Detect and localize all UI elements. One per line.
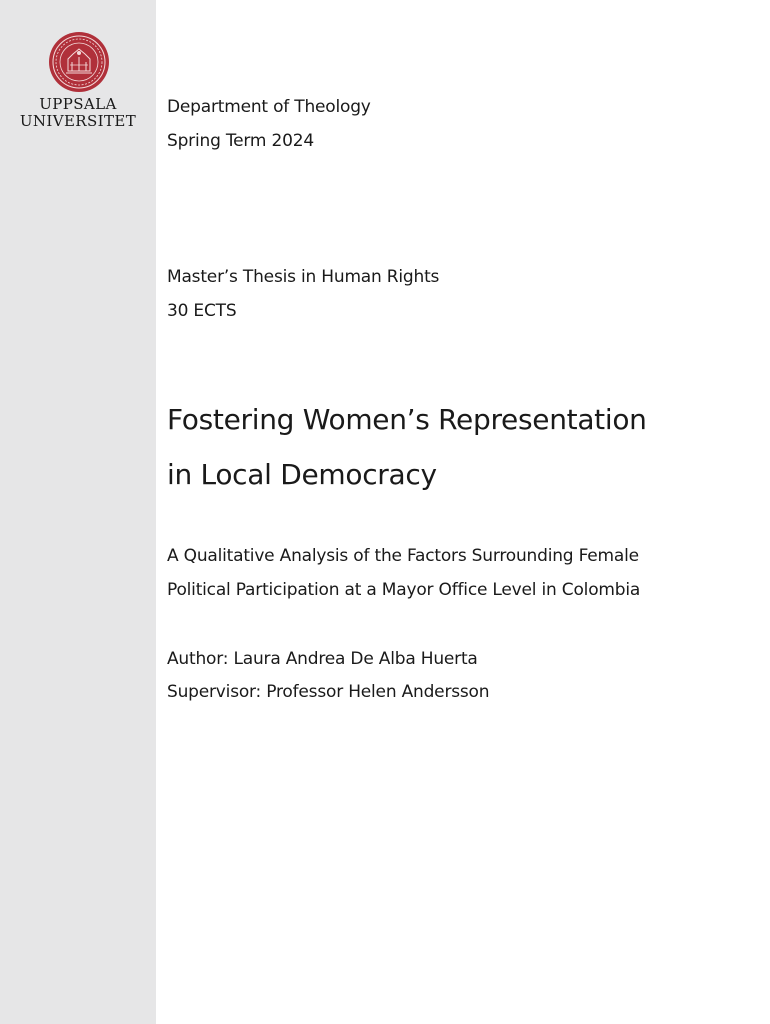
department: Department of Theology bbox=[167, 97, 371, 117]
thesis-type: Master’s Thesis in Human Rights bbox=[167, 267, 440, 287]
university-logo-text bbox=[0, 96, 156, 130]
logo-line-1: UPPSALA bbox=[39, 95, 117, 113]
sidebar bbox=[0, 0, 156, 1024]
subtitle-line-2: Political Participation at a Mayor Office Level in Colombia bbox=[167, 580, 641, 600]
logo-line-2: UNIVERSITET bbox=[19, 112, 137, 130]
title-line-2: in Local Democracy bbox=[167, 458, 437, 491]
term: Spring Term 2024 bbox=[167, 131, 314, 151]
university-seal-icon bbox=[48, 31, 110, 93]
thesis-credits: 30 ECTS bbox=[167, 301, 237, 321]
supervisor: Supervisor: Professor Helen Andersson bbox=[167, 682, 490, 702]
subtitle-line-1: A Qualitative Analysis of the Factors Surrounding Female bbox=[167, 546, 639, 566]
author: Author: Laura Andrea De Alba Huerta bbox=[167, 649, 478, 669]
title-line-1: Fostering Women’s Representation bbox=[167, 403, 647, 436]
